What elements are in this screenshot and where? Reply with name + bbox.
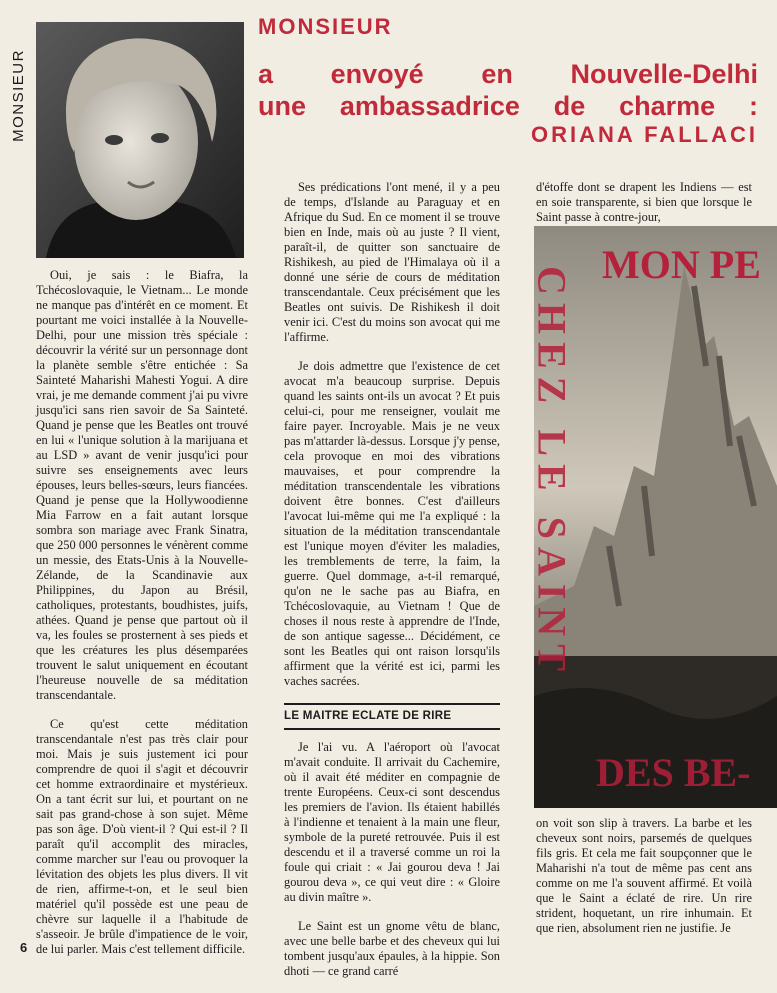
- photo-overlay-top: MON PE: [602, 242, 761, 287]
- paragraph: on voit son slip à travers. La barbe et les cheveux sont noirs, parsemés de quelques fils gris. Et cela me fait soupçonner que le Maharishi n'a tout de même pas cent ans comme on me l'a souvent affirmé. Et voilà que le Saint a éclaté de rire. Un rire strident, hoquetant, un rire inhumain. Et que rien, absolument rien ne justifie. Je: [536, 816, 752, 935]
- article-column-3-bottom: [536, 816, 752, 950]
- photo-overlay-vertical: CHEZ LE SAINT: [529, 266, 575, 679]
- photo-overlay-bottom: DES BE-: [596, 750, 751, 795]
- headline-kicker: MONSIEUR: [258, 14, 393, 39]
- author-name: ORIANA FALLACI: [531, 122, 758, 147]
- article-column-1: [36, 268, 248, 971]
- paragraph: Je dois admettre que l'existence de cet avocat m'a beaucoup surprise. Depuis quand les saints ont-ils un avocat ? Et puis celui-ci, pour me renseigner, voulait me faire payer. Incroyable. Mais je ne veux pas m'attarder là-dessus. Lorsque j'y pense, cela provoque en moi des vibrations mauvaises, et pour comprendre la méditation transcendentale les vibrations doivent être bonnes. C'est d'ailleurs l'avocat lui-même qui me l'a expliqué : la situation de la méditation transcendantale est l'unique moyen d'éviter les maladies, les tremblements de terre, la faim, la guerre. Quel dommage, a-t-il remarqué, qu'on ne le sache pas au Biafra, en Tchécoslovaquie, au Vietnam ! Que de choses il nous reste à apprendre de l'Inde, de son antique sagesse... Décidément, ce sont les Beatles qui ont raison lorsqu'ils affirment que la vérité est ici, parmi les vaches sacrées.: [284, 359, 500, 688]
- article-column-2: [284, 180, 500, 993]
- paragraph: Le Saint est un gnome vêtu de blanc, avec une belle barbe et des cheveux qui lui tombent jusqu'aux épaules, à la hippie. Son dhoti — ce grand carré: [284, 919, 500, 978]
- headline-line-1: a envoyé en Nouvelle-Delhi: [258, 59, 758, 89]
- section-subhead: LE MAITRE ECLATE DE RIRE: [284, 703, 500, 730]
- section-label: MONSIEUR: [9, 48, 27, 142]
- paragraph: d'étoffe dont se drapent les Indiens — est en soie transparente, si bien que lorsque le Saint passe à contre-jour,: [536, 180, 752, 224]
- headline-block: [258, 14, 758, 148]
- portrait-photo: [36, 22, 244, 258]
- paragraph: Ses prédications l'ont mené, il y a peu de temps, d'Islande au Paraguay et en Afrique du Sud. En ce moment il se trouve bien en Inde, mais où au juste ? Il vient, paraît-il, de quitter son sanctuaire de Rishikesh, au pied de l'Himalaya où il a donné une série de cours de méditation transcendantale. Ceux précisément que les Beatles ont suivis. De Rishikesh il doit venir ici. C'est du moins son avocat qui me l'affirme.: [284, 180, 500, 344]
- temple-photo: [529, 226, 777, 808]
- headline-title: [258, 58, 758, 122]
- paragraph: Oui, je sais : le Biafra, la Tchécoslovaquie, le Vietnam... Le monde ne manque pas d'intérêt en ce moment. Et pourtant me voici installée à la Nouvelle-Delhi, pour une mission très spéciale : découvrir la vérité sur un personnage dont la planète semble s'être entichée : Sa Sainteté Maharishi Mahesti Yogui. A dire vrai, je me demande comment j'ai pu vivre jusqu'ici sans rien savoir de Sa Sainteté. Quand je pense que les Beatles ont trouvé en lui « l'unique solution à la marijuana et au LSD » avant de venir jusqu'ici pour suivre ses enseignements avec leurs épouses, leurs belles-sœurs, leurs fiancées. Quand je pense que la Hollywoodienne Mia Farrow en a fait autant lorsque sombra son mariage avec Frank Sinatra, que 250 000 personnes le vénèrent comme un messie, des Etats-Unis à la Nouvelle-Zélande, de la Scandinavie aux Philippines, du Japon au Brésil, catholiques, protestants, boudhistes, juifs, athées. Quand je pense que partout où il va, les foules se prosternent à ses pieds et que les créatures les plus désemparées trouvent le salut uniquement en écoutant l'heureuse nouvelle de sa méditation transcendantale.: [36, 268, 248, 702]
- paragraph: Ce qu'est cette méditation transcendantale n'est pas très clair pour moi. Mais je suis justement ici pour comprendre de quoi il s'agit et découvrir cet homme extraordinaire et mystérieux. On a tant écrit sur lui, et pourtant on ne sait pas grand-chose à son sujet. Même pas son âge. D'où vient-il ? Qui est-il ? Il paraît qu'il accomplit des miracles, comme marcher sur l'eau ou provoquer la lévitation des objets les plus divers. Il vit de rien, affirme-t-on, et le seul bien matériel qu'il possède est une peau de chèvre sur laquelle il a l'habitude de s'asseoir. Je brûle d'impatience de le voir, de lui parler. Mais c'est tellement difficile.: [36, 717, 248, 956]
- paragraph: Je l'ai vu. A l'aéroport où l'avocat m'avait conduite. Il arrivait du Cachemire, où il avait été méditer en compagnie de trente Européens. Ceux-ci sont descendus les premiers de l'avion. Ils étaient habillés à l'indienne et tenaient à la main une fleur, symbole de la pureté retrouvée. Puis il est descendu et il a traversé comme un roi la foule qui criait : « Jai gourou deva ! Jai gourou deva », ce qui veut dire : « Gloire au divin maître ».: [284, 740, 500, 904]
- page-number: 6: [20, 940, 28, 955]
- headline-line-2: une ambassadrice de charme :: [258, 91, 758, 121]
